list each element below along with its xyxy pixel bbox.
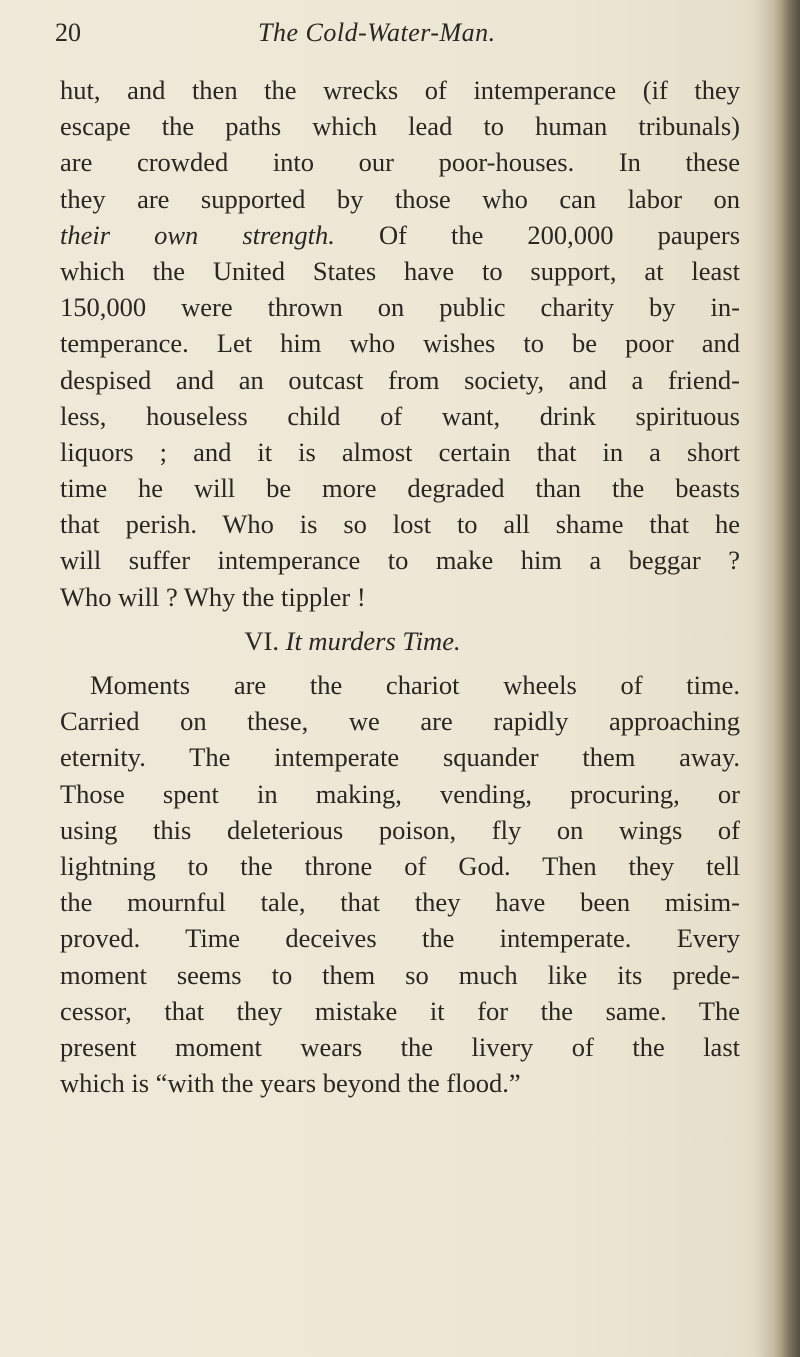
text-line: moment seems to them so much like its prede- xyxy=(60,959,740,990)
text-line: Moments are the chariot wheels of time. xyxy=(90,670,740,700)
text-line: less, houseless child of want, drink spirituous xyxy=(60,400,740,431)
text-line: which the United States have to support, at least xyxy=(60,255,740,286)
section-number: VI. xyxy=(244,625,279,656)
text-line: they are supported by those who can labor on xyxy=(60,183,740,214)
text-line xyxy=(60,217,740,253)
text-line: lightning to the throne of God. Then they tell xyxy=(60,850,740,881)
page-edge-shadow xyxy=(754,0,772,1357)
text-line: hut, and then the wrecks of intemperance (if they xyxy=(60,75,740,105)
text-span: Of the 200,000 paupers xyxy=(334,219,740,250)
body-text xyxy=(60,72,740,1101)
text-line: present moment wears the livery of the last xyxy=(60,1031,740,1062)
text-line: cessor, that they mistake it for the same. The xyxy=(60,995,740,1026)
text-line: Who will ? Why the tippler ! xyxy=(60,581,366,612)
page-edge xyxy=(772,0,800,1357)
text-line: will suffer intemperance to make him a beggar ? xyxy=(60,545,740,576)
text-line: despised and an outcast from society, and a friend- xyxy=(60,364,740,395)
running-title: The Cold-Water-Man. xyxy=(258,18,496,47)
page-number: 20 xyxy=(55,18,81,47)
text-line: using this deleterious poison, fly on wings of xyxy=(60,814,740,845)
text-line: which is “with the years beyond the flood.” xyxy=(60,1068,521,1099)
text-line: eternity. The intemperate squander them away. xyxy=(60,742,740,773)
text-line: proved. Time deceives the intemperate. Every xyxy=(60,923,740,954)
emphasis-text: their own strength. xyxy=(60,219,335,250)
text-line: the mournful tale, that they have been misim- xyxy=(60,887,740,918)
section-title: It murders Time. xyxy=(285,625,461,656)
text-line: escape the paths which lead to human tribunals) xyxy=(60,111,740,142)
text-line: time he will be more degraded than the beasts xyxy=(60,473,740,504)
text-line: liquors ; and it is almost certain that in a short xyxy=(60,436,740,467)
text-line: are crowded into our poor-houses. In these xyxy=(60,147,740,178)
text-line: Those spent in making, vending, procuring, or xyxy=(60,778,740,809)
section-heading xyxy=(60,623,740,659)
text-line: 150,000 were thrown on public charity by in- xyxy=(60,292,740,323)
page-header xyxy=(55,18,735,58)
text-line: temperance. Let him who wishes to be poor and xyxy=(60,328,740,359)
text-line: that perish. Who is so lost to all shame that he xyxy=(60,509,740,540)
text-line: Carried on these, we are rapidly approaching xyxy=(60,706,740,737)
